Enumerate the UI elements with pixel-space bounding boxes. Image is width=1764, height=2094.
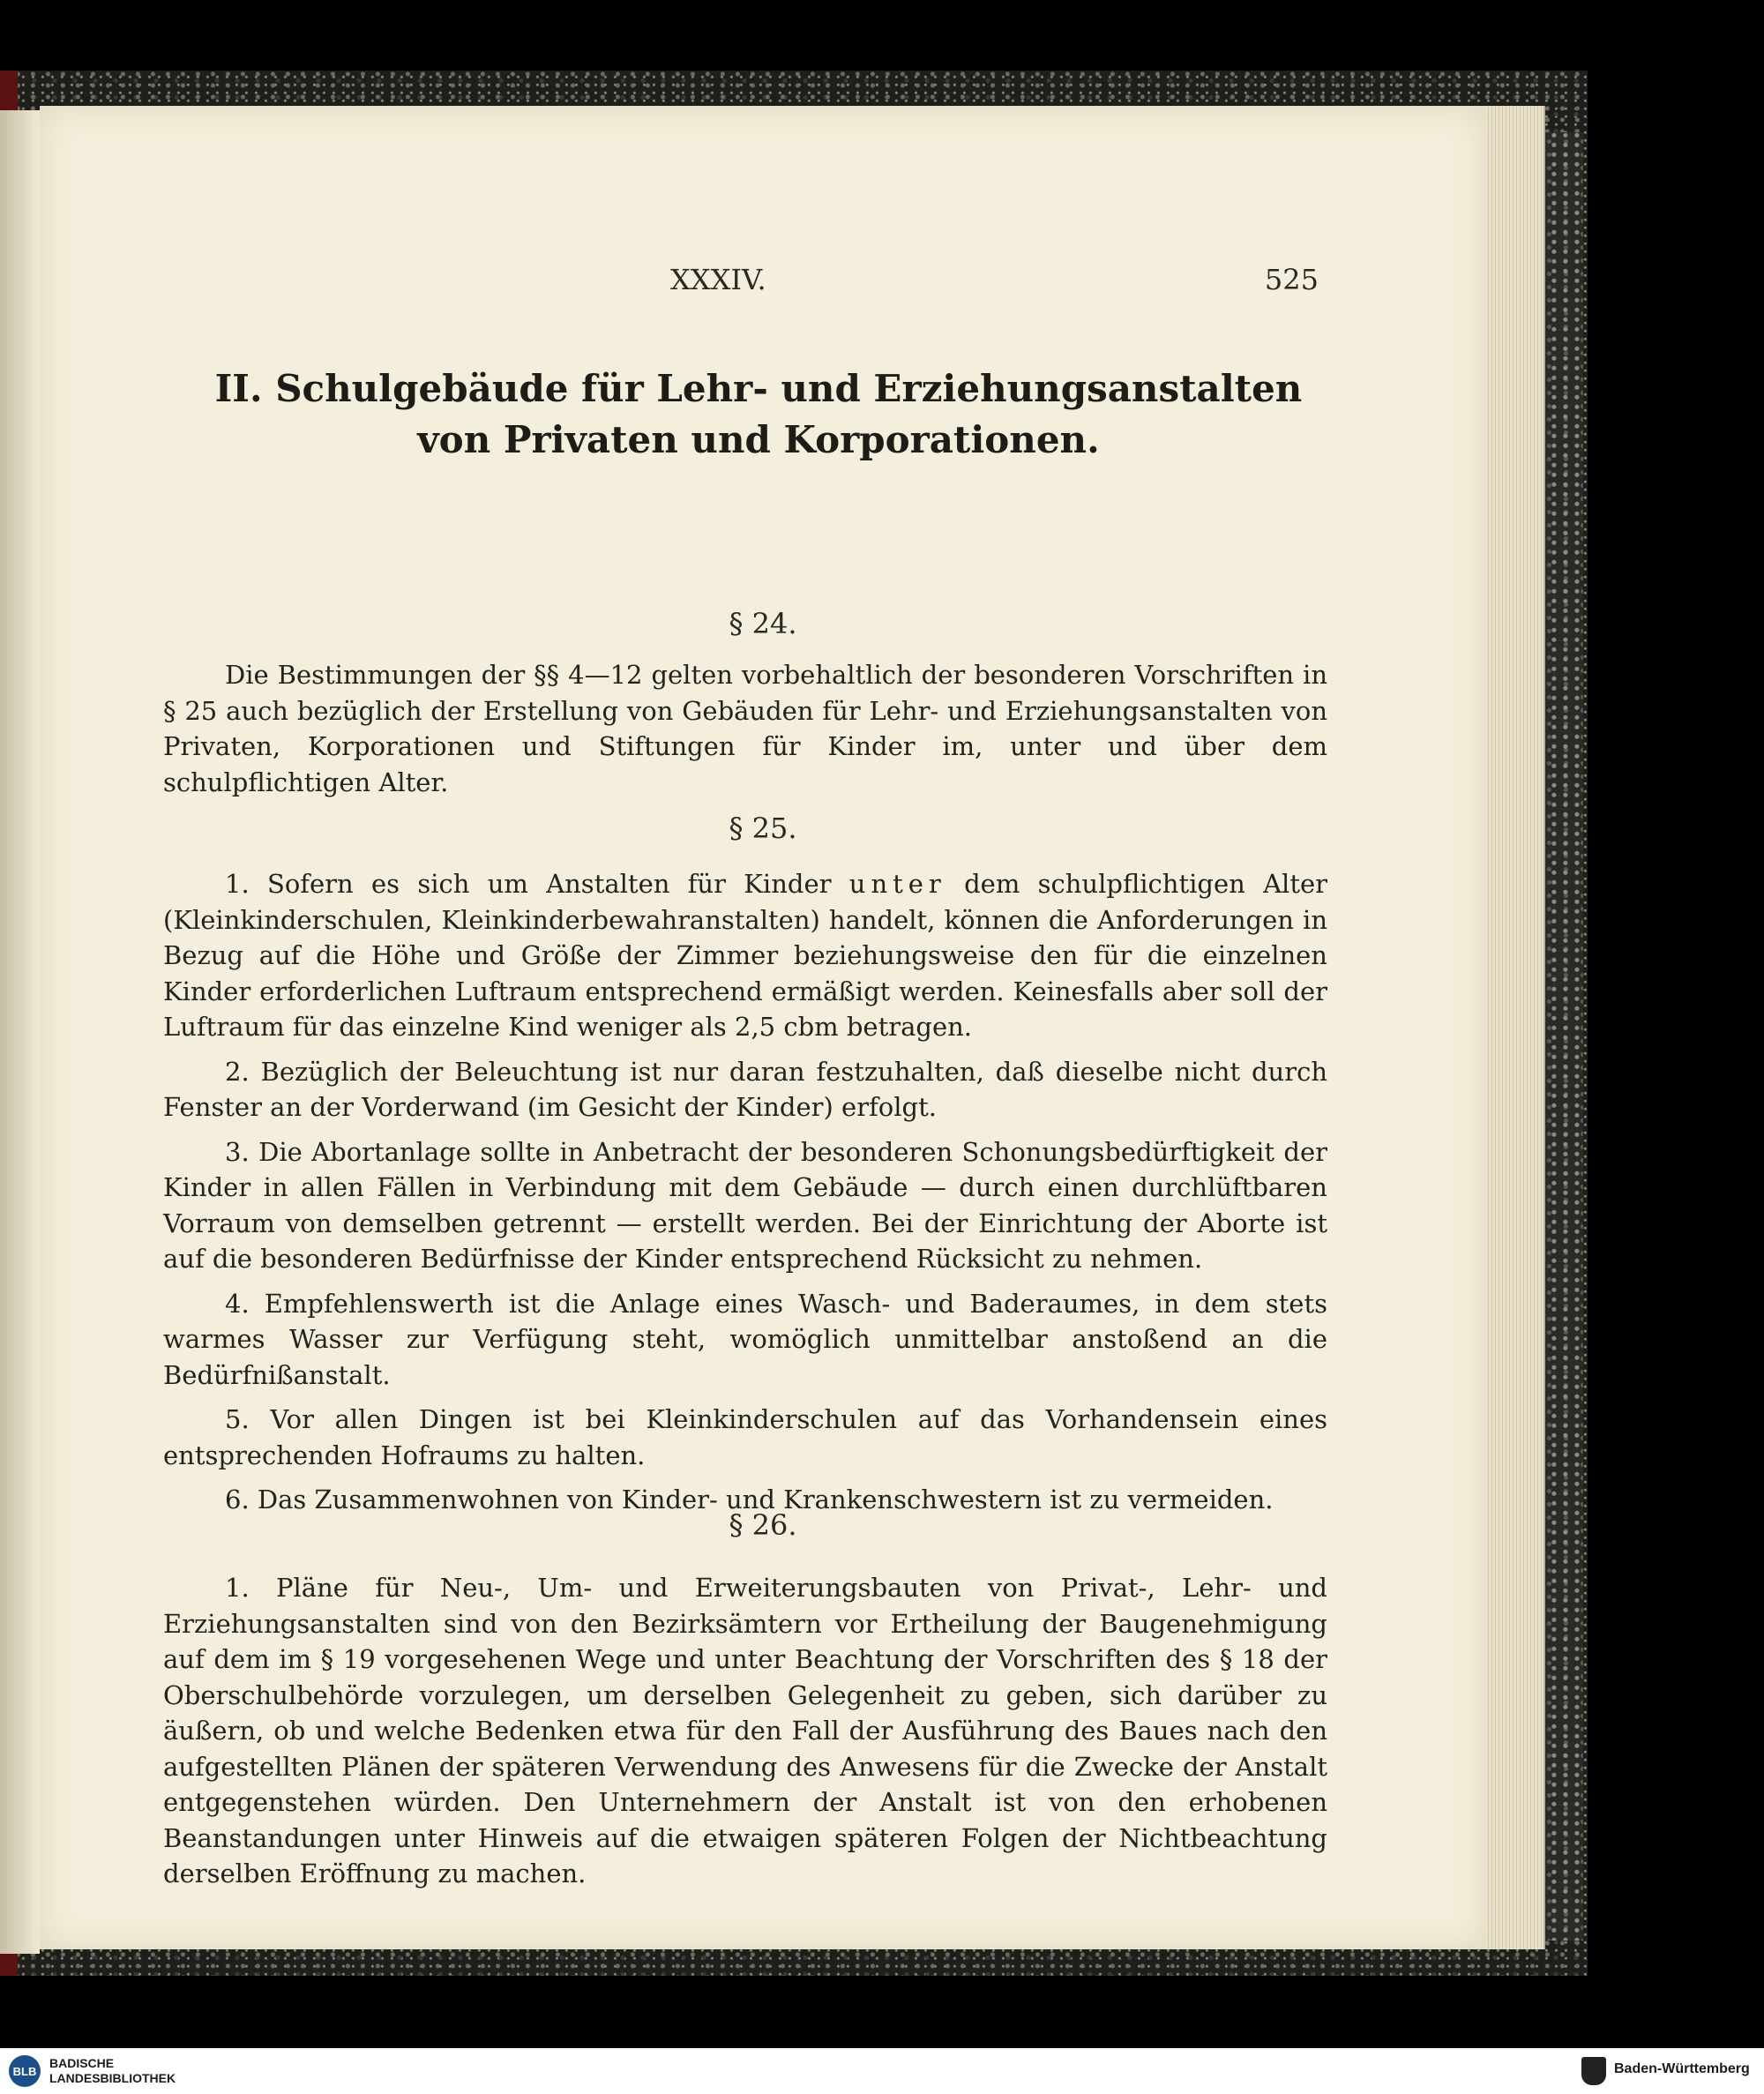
section-title: II. Schulgebäude für Lehr- und Erziehungsanstalten von Privaten und Korporationen. (214, 367, 1303, 461)
blb-logo-icon[interactable]: BLB (9, 2055, 41, 2087)
paragraph-26-body (163, 1570, 1327, 1892)
emphasis-unter: unter (848, 869, 946, 899)
paragraph-25-item-3: 3. Die Abortanlage sollte in Anbetracht der besonderen Schonungsbedürftigkeit der Kinder in allen Fällen in Verbindung mit dem Gebäude — durch einen durchlüftbaren Vorraum von demselben getrennt — erstellt werden. Bei der Einrichtung der Aborte ist auf die besonderen Bedürfnisse der Kinder entsprechend Rücksicht zu nehmen. (163, 1136, 1327, 1274)
paragraph-26-item-1: 1. Pläne für Neu-, Um- und Erweiterungsbauten von Privat-, Lehr- und Erziehungsanstalten sind von den Bezirksämtern vor Ertheilung der Baugenehmigung auf dem im § 19 vorgesehenen Wege und unter Beachtung der Vorschriften des § 18 der Oberschulbehörde vorzulegen, um derselben Gelegenheit zu geben, sich darüber zu äußern, ob und welche Bedenken etwa für den Fall der Ausführung des Baues nach den aufgestellten Plänen der späteren Verwendung des Anwesens für die Zwecke der Anstalt entgegenstehen würden. Den Unternehmern der Anstalt ist von den erhobenen Beanstandungen unter Hinweis auf die etwaigen späteren Folgen der Nichtbeachtung derselben Eröffnung zu machen. (163, 1573, 1327, 1888)
cover-edge-right (1539, 132, 1583, 1941)
page-stack-edge (1482, 106, 1545, 1949)
baden-wuerttemberg-crest-icon[interactable] (1581, 2057, 1606, 2085)
previous-page-edge (0, 110, 40, 1954)
baden-wuerttemberg-label[interactable]: Baden-Württemberg (1614, 2061, 1750, 2076)
viewer-footer (0, 2048, 1764, 2094)
paragraph-25-heading: § 25. (729, 811, 797, 845)
paragraph-25-item-4: 4. Empfehlenswerth ist die Anlage eines Wasch- und Baderaumes, in dem stets warmes Wasser zur Verfügung steht, womöglich unmittelbar anstoßend an die Bedürfnißanstalt. (163, 1288, 1327, 1390)
paragraph-24-text: Die Bestimmungen der §§ 4—12 gelten vorbehaltlich der besonderen Vorschriften in § 25 auch bezüglich der Erstellung von Gebäuden für Lehr- und Erziehungsanstalten von Privaten, Korporationen und Stiftungen für Kinder im, unter und über dem schulpflichtigen Alter. (163, 660, 1327, 797)
running-header (40, 263, 1486, 307)
paragraph-24-heading: § 24. (729, 607, 797, 640)
blb-name[interactable]: BADISCHE LANDESBIBLIOTHEK (49, 2056, 176, 2085)
paragraph-25-body (163, 866, 1327, 1518)
paragraph-25-item-6: 6. Das Zusammenwohnen von Kinder- und Krankenschwestern ist zu vermeiden. (225, 1484, 1274, 1514)
paragraph-26-heading: § 26. (729, 1508, 797, 1542)
chapter-number: XXXIV. (670, 263, 766, 296)
paragraph-25-item-2: 2. Bezüglich der Beleuchtung ist nur daran festzuhalten, daß dieselbe nicht durch Fenster an der Vorderwand (im Gesicht der Kinder) erfolgt. (163, 1056, 1327, 1122)
page-number: 525 (1264, 263, 1319, 296)
paragraph-25-item-1: 1. Sofern es sich um Anstalten für Kinder unter dem schulpflichtigen Alter (Kleinkinderschulen, Kleinkinderbewahranstalten) handelt, können die Anforderungen in Bezug auf die Höhe und Größe der Zimmer beziehungsweise den für die einzelnen Kinder erforderlichen Luftraum entsprechend ermäßigt werden. Keinesfalls aber soll der Luftraum für das einzelne Kind weniger als 2,5 cbm betragen. (163, 869, 1327, 1042)
paragraph-24-body (163, 657, 1327, 800)
book-page (40, 106, 1486, 1949)
paragraph-25-item-5: 5. Vor allen Dingen ist bei Kleinkinderschulen auf das Vorhandensein eines entsprechenden Hofraums zu halten. (163, 1404, 1327, 1470)
